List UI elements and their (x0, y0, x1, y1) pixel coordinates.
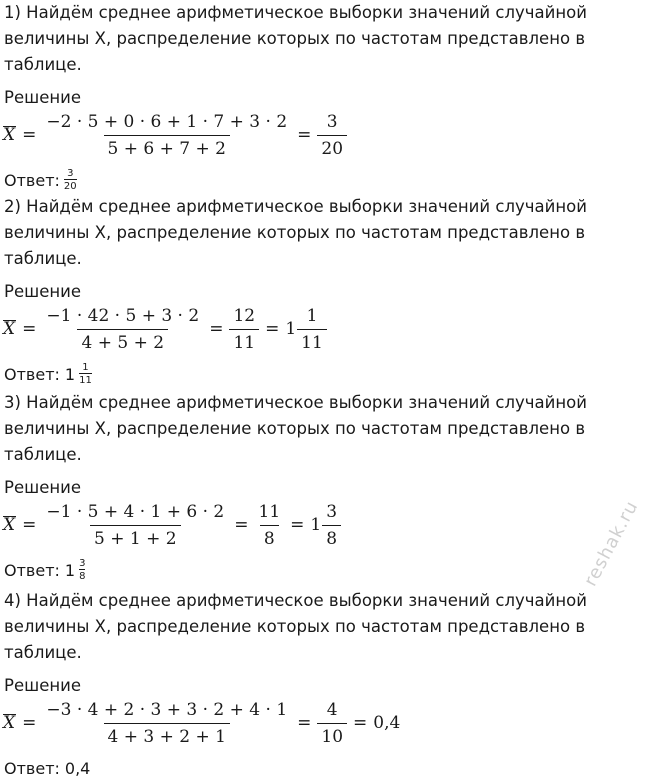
result-numerator: 11 (258, 501, 281, 522)
equals-sign: = (290, 515, 305, 535)
fraction-numerator: −1 · 42 · 5 + 3 · 2 (46, 305, 200, 326)
mixed-whole-part: 1 (285, 319, 297, 339)
answer-line (4, 753, 646, 783)
answer-label: Ответ: (4, 170, 60, 190)
fraction-denominator: 5 + 6 + 7 + 2 (104, 135, 230, 159)
task-statement: 3) Найдём среднее арифметическое выборки значений случайной величины X, распределение которых по частотам представлено в таблице. (4, 393, 587, 464)
sum-fraction (42, 502, 228, 549)
mixed-numerator: 1 (306, 305, 318, 326)
result-numerator: 4 (326, 699, 338, 720)
answer-label: Ответ: (4, 560, 60, 580)
mixed-fraction (322, 502, 341, 549)
mean-formula (2, 497, 646, 553)
solution-label: Решение (4, 88, 82, 107)
result-denominator: 11 (229, 329, 259, 353)
solution-label: Решение (4, 676, 82, 695)
solution-label: Решение (4, 478, 82, 497)
answer-fraction (79, 362, 92, 386)
answer-numerator: 3 (67, 168, 74, 179)
task-statement: 2) Найдём среднее арифметическое выборки значений случайной величины X, распределение которых по частотам представлено в таблице. (4, 197, 587, 268)
equals-sign: = (265, 319, 280, 339)
answer-whole-part: 1 (64, 560, 76, 580)
watermark-logo: reshak.ru (580, 497, 643, 590)
fraction-denominator: 4 + 3 + 2 + 1 (104, 723, 230, 747)
equals-sign: = (209, 319, 224, 339)
task-1 (4, 0, 646, 195)
equals-sign: = (22, 713, 37, 733)
equals-sign: = (22, 125, 37, 145)
answer-value: 0,4 (64, 758, 91, 778)
answer-fraction (64, 168, 77, 192)
x-bar-symbol: X (3, 515, 16, 535)
mean-formula (2, 301, 646, 357)
mixed-whole-part: 1 (310, 515, 322, 535)
fraction-numerator: −3 · 4 + 2 · 3 + 3 · 2 + 4 · 1 (46, 699, 288, 720)
answer-whole-part: 1 (64, 364, 76, 384)
result-fraction (255, 502, 285, 549)
equals-sign: = (353, 713, 368, 733)
mixed-fraction (297, 306, 327, 353)
task-3 (4, 390, 646, 585)
result-fraction (229, 306, 259, 353)
x-bar-symbol: X (3, 713, 16, 733)
result-numerator: 3 (326, 111, 338, 132)
task-statement: 1) Найдём среднее арифметическое выборки значений случайной величины X, распределение которых по частотам представлено в таблице. (4, 3, 587, 74)
mixed-denominator: 11 (297, 329, 327, 353)
x-bar-symbol: X (3, 125, 16, 145)
sum-fraction (42, 700, 291, 747)
answer-fraction (79, 558, 85, 582)
x-bar-symbol: X (3, 319, 16, 339)
result-fraction (317, 112, 347, 159)
result-decimal: 0,4 (373, 713, 401, 733)
answer-line (4, 359, 646, 389)
solution-label: Решение (4, 282, 82, 301)
equals-sign: = (297, 713, 312, 733)
answer-numerator: 3 (79, 558, 86, 569)
result-denominator: 10 (317, 723, 347, 747)
sum-fraction (42, 306, 203, 353)
answer-denominator: 8 (79, 571, 86, 582)
answer-line (4, 555, 646, 585)
fraction-numerator: −2 · 5 + 0 · 6 + 1 · 7 + 3 · 2 (46, 111, 288, 132)
answer-label: Ответ: (4, 364, 60, 384)
answer-denominator: 20 (63, 181, 77, 192)
equals-sign: = (297, 125, 312, 145)
fraction-denominator: 5 + 1 + 2 (90, 525, 181, 549)
fraction-numerator: −1 · 5 + 4 · 1 + 6 · 2 (46, 501, 225, 522)
fraction-denominator: 4 + 5 + 2 (77, 329, 168, 353)
equals-sign: = (234, 515, 249, 535)
answer-line (4, 165, 646, 195)
result-denominator: 8 (260, 525, 279, 549)
mixed-numerator: 3 (326, 501, 338, 522)
answer-denominator: 11 (79, 375, 92, 386)
answer-numerator: 1 (82, 362, 89, 373)
task-2 (4, 194, 646, 389)
sum-fraction (42, 112, 291, 159)
mixed-denominator: 8 (322, 525, 341, 549)
answer-label: Ответ: (4, 758, 60, 778)
equals-sign: = (22, 515, 37, 535)
equals-sign: = (22, 319, 37, 339)
result-numerator: 12 (233, 305, 256, 326)
result-fraction (317, 700, 347, 747)
mean-formula (2, 107, 646, 163)
task-4 (4, 588, 646, 783)
task-statement: 4) Найдём среднее арифметическое выборки значений случайной величины X, распределение которых по частотам представлено в таблице. (4, 591, 587, 662)
result-denominator: 20 (317, 135, 347, 159)
mean-formula (2, 695, 646, 751)
